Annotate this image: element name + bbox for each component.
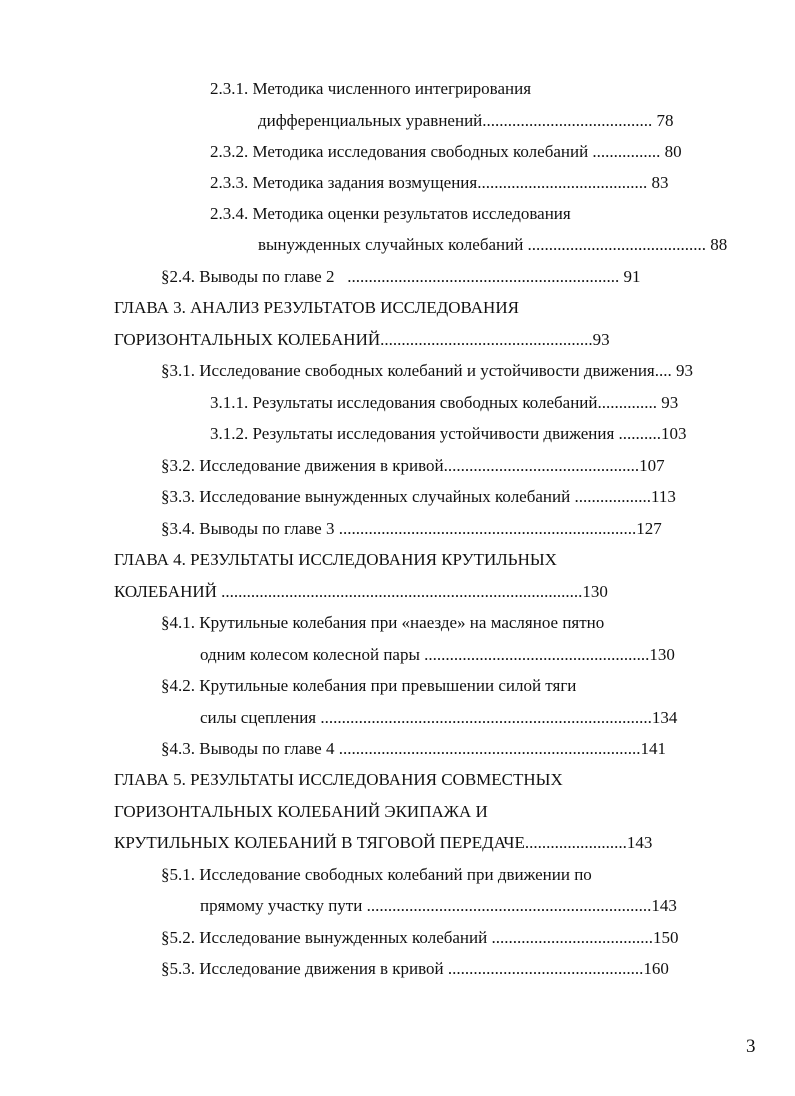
toc-chapter-4-line1: ГЛАВА 4. РЕЗУЛЬТАТЫ ИССЛЕДОВАНИЯ КРУТИЛЬНЫХ — [114, 550, 557, 569]
toc-chapter-4-line2: КОЛЕБАНИЙ .....................................................................................130 — [114, 582, 608, 601]
toc-entry-3-2: §3.2. Исследование движения в кривой..............................................107 — [161, 456, 665, 475]
toc-entry-2-3-4-line1: 2.3.4. Методика оценки результатов исследования — [210, 204, 571, 223]
toc-entry-2-4: §2.4. Выводы по главе 2 ................................................................ 91 — [161, 267, 641, 286]
toc-entry-3-1: §3.1. Исследование свободных колебаний и устойчивости движения.... 93 — [161, 361, 693, 380]
toc-entry-3-3: §3.3. Исследование вынужденных случайных колебаний ..................113 — [161, 487, 676, 506]
toc-entry-2-3-4-line2: вынужденных случайных колебаний .......................................... 88 — [258, 235, 728, 254]
toc-entry-5-1-line1: §5.1. Исследование свободных колебаний при движении по — [161, 865, 592, 884]
toc-entry-5-1-line2: прямому участку пути ...................................................................143 — [200, 896, 677, 915]
toc-entry-4-2-line1: §4.2. Крутильные колебания при превышении силой тяги — [161, 676, 577, 695]
toc-entry-4-1-line1: §4.1. Крутильные колебания при «наезде» на масляное пятно — [161, 613, 605, 632]
page-number: 3 — [746, 1036, 756, 1057]
toc-entry-2-3-1-line1: 2.3.1. Методика численного интегрирования — [210, 79, 532, 98]
toc-entry-5-3: §5.3. Исследование движения в кривой ..............................................160 — [161, 959, 669, 978]
toc-entry-4-1-line2: одним колесом колесной пары .....................................................130 — [200, 645, 675, 664]
toc-entry-2-3-1-line2: дифференциальных уравнений........................................ 78 — [258, 111, 674, 130]
toc-entry-3-4: §3.4. Выводы по главе 3 ......................................................................127 — [161, 519, 662, 538]
toc-entry-4-3: §4.3. Выводы по главе 4 .......................................................................141 — [161, 739, 666, 758]
toc-chapter-3-line1: ГЛАВА 3. АНАЛИЗ РЕЗУЛЬТАТОВ ИССЛЕДОВАНИЯ — [114, 298, 519, 317]
toc-chapter-3-line2: ГОРИЗОНТАЛЬНЫХ КОЛЕБАНИЙ..................................................93 — [114, 330, 610, 349]
toc-entry-5-2: §5.2. Исследование вынужденных колебаний ......................................150 — [161, 928, 679, 947]
toc-entry-2-3-2: 2.3.2. Методика исследования свободных колебаний ................ 80 — [210, 142, 682, 161]
toc-entry-4-2-line2: силы сцепления ..............................................................................134 — [200, 708, 678, 727]
toc-chapter-5-line1: ГЛАВА 5. РЕЗУЛЬТАТЫ ИССЛЕДОВАНИЯ СОВМЕСТНЫХ — [114, 770, 563, 789]
toc-entry-2-3-3: 2.3.3. Методика задания возмущения........................................ 83 — [210, 173, 669, 192]
toc-entry-3-1-2: 3.1.2. Результаты исследования устойчивости движения ..........103 — [210, 424, 687, 443]
toc-chapter-5-line3: КРУТИЛЬНЫХ КОЛЕБАНИЙ В ТЯГОВОЙ ПЕРЕДАЧЕ........................143 — [114, 833, 653, 852]
toc-entry-3-1-1: 3.1.1. Результаты исследования свободных колебаний.............. 93 — [210, 393, 679, 412]
toc-chapter-5-line2: ГОРИЗОНТАЛЬНЫХ КОЛЕБАНИЙ ЭКИПАЖА И — [114, 802, 488, 821]
